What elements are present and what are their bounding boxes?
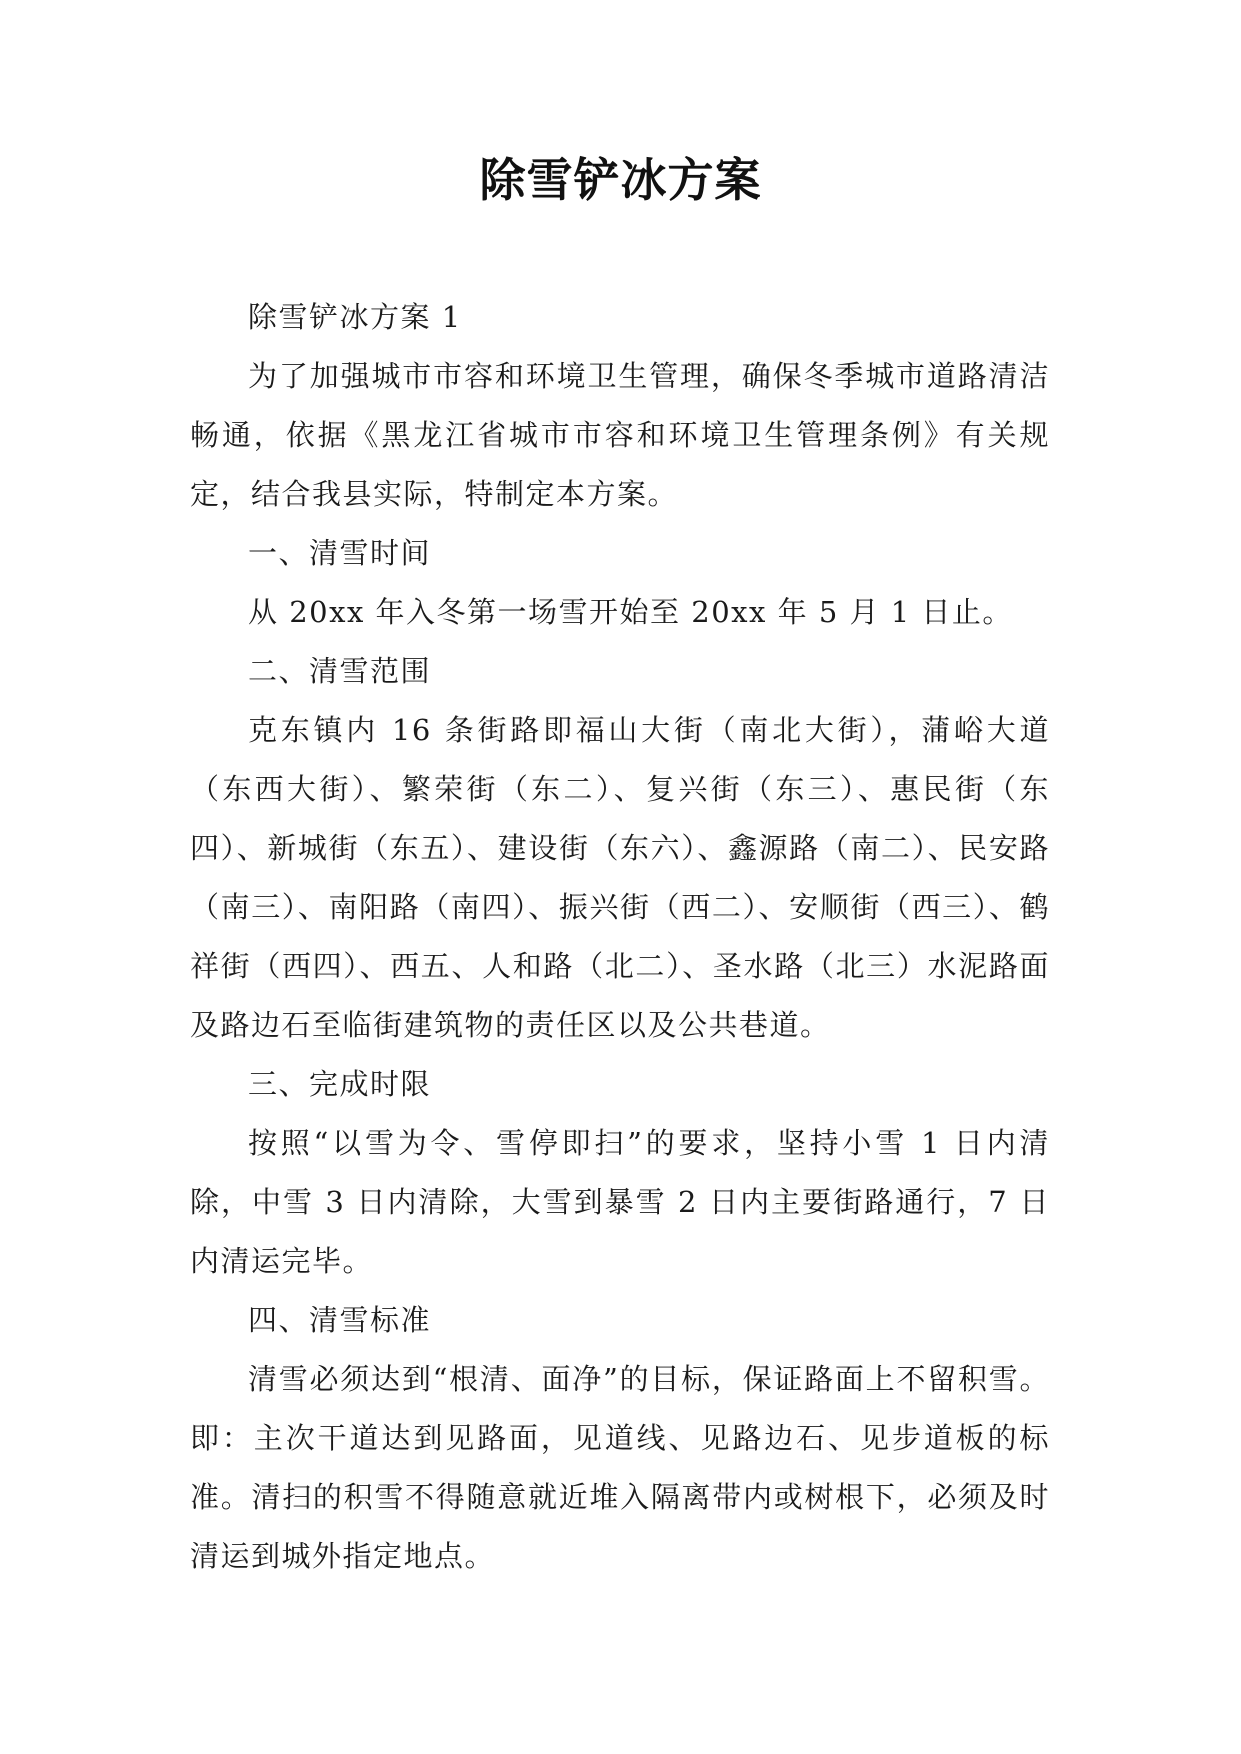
section-heading-standard: 四、清雪标准: [248, 1303, 432, 1337]
section-heading-time: 一、清雪时间: [248, 536, 432, 570]
section-heading-deadline: 三、完成时限: [248, 1067, 432, 1101]
document-title: 除雪铲冰方案: [479, 153, 762, 207]
section-heading-scope: 二、清雪范围: [248, 654, 432, 688]
document-body: [190, 288, 1050, 1586]
intro-paragraph: 为了加强城市市容和环境卫生管理，确保冬季城市道路清洁畅通，依据《黑龙江省城市市容和环境卫生管理条例》有关规定，结合我县实际，特制定本方案。: [190, 359, 1050, 511]
standard-paragraph: 清雪必须达到“根清、面净”的目标，保证路面上不留积雪。即：主次干道达到见路面，见道线、见路边石、见步道板的标准。清扫的积雪不得随意就近堆入隔离带内或树根下，必须及时清运到城外指定地点。: [190, 1362, 1050, 1573]
scope-paragraph: 克东镇内 16 条街路即福山大街（南北大街），蒲峪大道（东西大街）、繁荣街（东二）、复兴街（东三）、惠民街（东四）、新城街（东五）、建设街（东六）、鑫源路（南二）、民安路（南三）、南阳路（南四）、振兴街（西二）、安顺街（西三）、鹤祥街（西四）、西五、人和路（北二）、圣水路（北三）水泥路面及路边石至临街建筑物的责任区以及公共巷道。: [190, 713, 1050, 1042]
time-paragraph: 从 20xx 年入冬第一场雪开始至 20xx 年 5 月 1 日止。: [248, 595, 1013, 629]
deadline-paragraph: 按照“以雪为令、雪停即扫”的要求，坚持小雪 1 日内清除，中雪 3 日内清除，大雪到暴雪 2 日内主要街路通行，7 日内清运完毕。: [190, 1126, 1050, 1278]
subtitle-paragraph: 除雪铲冰方案 1: [248, 300, 462, 334]
